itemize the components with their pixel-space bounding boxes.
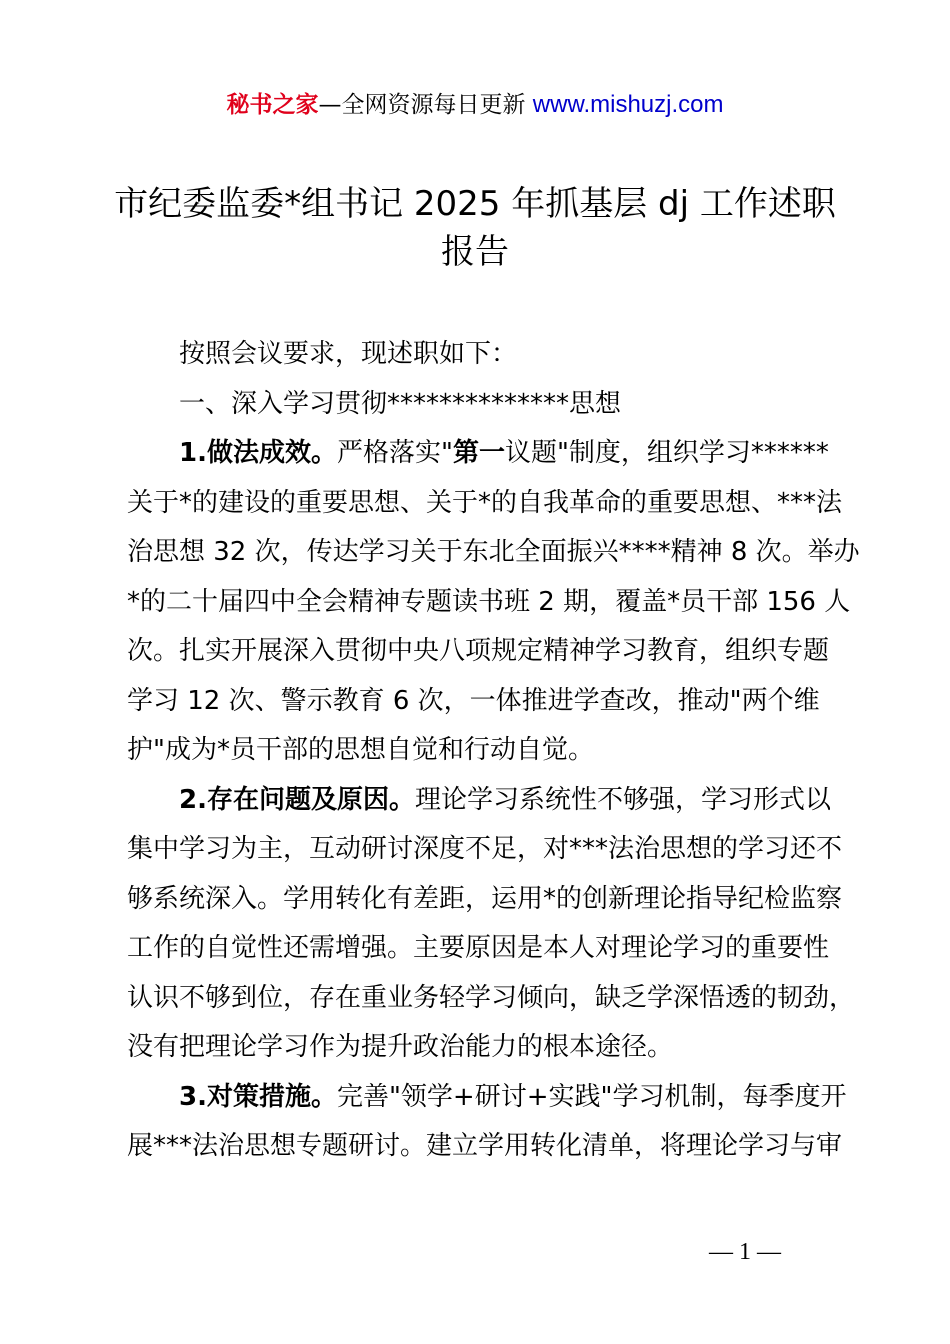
paragraph-3 — [127, 1073, 847, 1172]
paragraph-1-label: 1.做法成效。 — [179, 438, 337, 468]
paragraph-3-label: 3.对策措施。 — [179, 1081, 337, 1112]
brand-name: 秘书之家 — [226, 92, 319, 118]
section-1-heading: 一、深入学习贯彻**************思想 — [179, 388, 622, 419]
site-header — [0, 88, 950, 122]
paragraph-1-line-1 — [127, 429, 835, 479]
paragraph-2-line-6: 没有把理论学习作为提升政治能力的根本途径。 — [127, 1032, 674, 1062]
paragraph-1-bold-text: 第一 — [452, 438, 505, 468]
paragraph-2 — [127, 776, 856, 1073]
paragraph-2-line-3: 够系统深入。学用转化有差距，运用*的创新理论指导纪检监察 — [127, 883, 843, 914]
paragraph-2-line-2: 集中学习为主，互动研讨深度不足，对***法治思想的学习还不 — [127, 834, 843, 864]
paragraph-3-line-2: 展***法治思想专题研讨。建立学用转化清单，将理论学习与审 — [127, 1131, 843, 1161]
paragraph-1-line-3: 治思想 32 次，传达学习关于东北全面振兴****精神 8 次。举办 — [127, 537, 860, 567]
document-body — [127, 330, 860, 1172]
document-title-line-2: 报告 — [441, 232, 509, 272]
paragraph-3-line-1 — [127, 1073, 847, 1123]
paragraph-1-text-a: 严格落实" — [336, 438, 453, 468]
paragraph-1-text-b: 议题"制度，组织学习****** — [504, 438, 829, 468]
site-url-link[interactable]: www.mishuzj.com — [532, 91, 724, 118]
intro-line: 按照会议要求，现述职如下： — [179, 339, 518, 369]
paragraph-1-line-6: 学习 12 次、警示教育 6 次，一体推进学查改，推动"两个维 — [127, 685, 820, 716]
site-tagline: —全网资源每日更新 — [318, 92, 533, 118]
paragraph-3-text: 完善"领学+研讨+实践"学习机制，每季度开 — [336, 1081, 847, 1112]
paragraph-2-line-4: 工作的自觉性还需增强。主要原因是本人对理论学习的重要性 — [127, 933, 830, 963]
paragraph-1-line-5: 次。扎实开展深入贯彻中央八项规定精神学习教育，组织专题 — [127, 636, 830, 666]
document-title — [110, 180, 840, 276]
page-number: — 1 — — [709, 1239, 781, 1265]
paragraph-1-line-7: 护"成为*员干部的思想自觉和行动自觉。 — [127, 735, 594, 765]
section-heading — [127, 380, 835, 430]
paragraph-1-line-4: *的二十届四中全会精神专题读书班 2 期，覆盖*员干部 156 人 — [127, 586, 851, 617]
paragraph-2-text: 理论学习系统性不够强，学习形式以 — [414, 784, 831, 815]
paragraph-2-label: 2.存在问题及原因。 — [179, 784, 415, 815]
paragraph-2-line-5: 认识不够到位，存在重业务轻学习倾向，缺乏学深悟透的韧劲， — [127, 982, 856, 1013]
paragraph-1 — [127, 429, 860, 776]
document-title-line-1: 市纪委监委*组书记 2025 年抓基层 dj 工作述职 — [114, 184, 836, 224]
intro-paragraph — [127, 330, 835, 380]
paragraph-1-line-2: 关于*的建设的重要思想、关于*的自我革命的重要思想、***法 — [127, 487, 843, 518]
paragraph-2-line-1 — [127, 776, 835, 826]
